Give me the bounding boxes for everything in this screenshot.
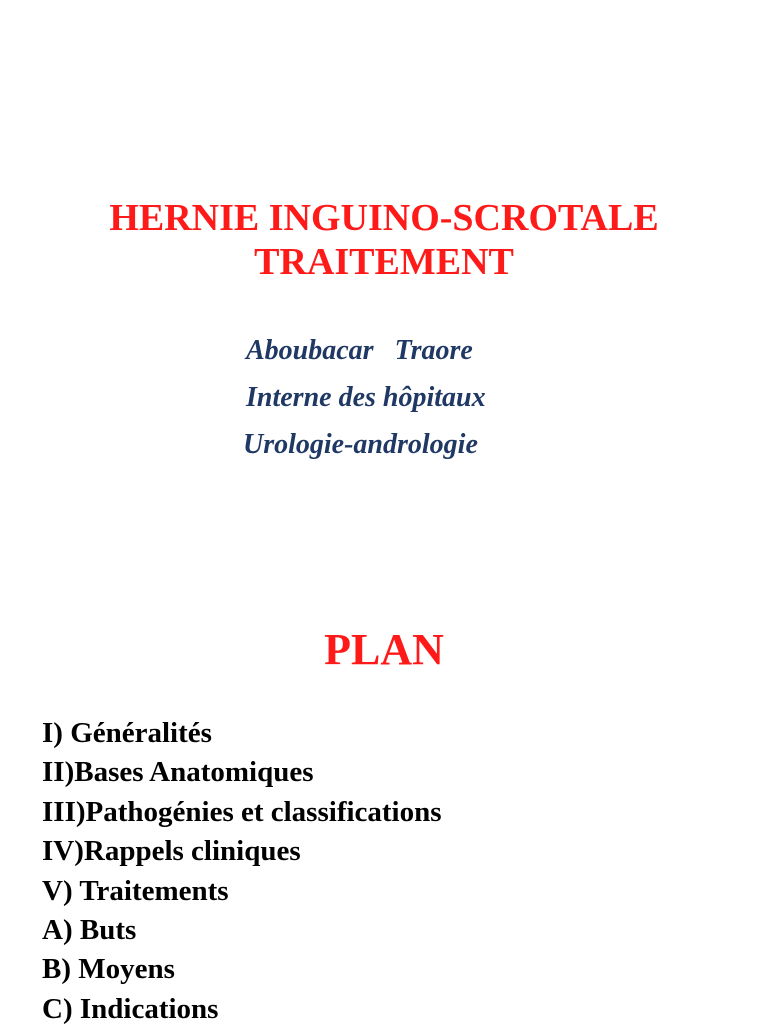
plan-item: C) Indications bbox=[42, 992, 219, 1025]
plan-item: II)Bases Anatomiques bbox=[42, 756, 314, 789]
plan-item: A) Buts bbox=[42, 914, 137, 947]
author-role: Interne des hôpitaux bbox=[246, 382, 486, 413]
plan-item: III)Pathogénies et classifications bbox=[42, 795, 442, 828]
plan-item: B) Moyens bbox=[42, 953, 175, 986]
plan-heading: PLAN bbox=[324, 625, 444, 674]
plan-list bbox=[42, 714, 442, 1029]
plan-item: IV)Rappels cliniques bbox=[42, 835, 301, 868]
plan-item: I) Généralités bbox=[42, 717, 212, 749]
author-department: Urologie-andrologie bbox=[243, 429, 478, 460]
plan-item: V) Traitements bbox=[42, 874, 229, 907]
document-title bbox=[0, 196, 768, 284]
title-line-2: TRAITEMENT bbox=[254, 241, 514, 283]
author-name: Aboubacar Traore bbox=[246, 335, 473, 366]
title-line-1: HERNIE INGUINO-SCROTALE bbox=[109, 197, 659, 239]
